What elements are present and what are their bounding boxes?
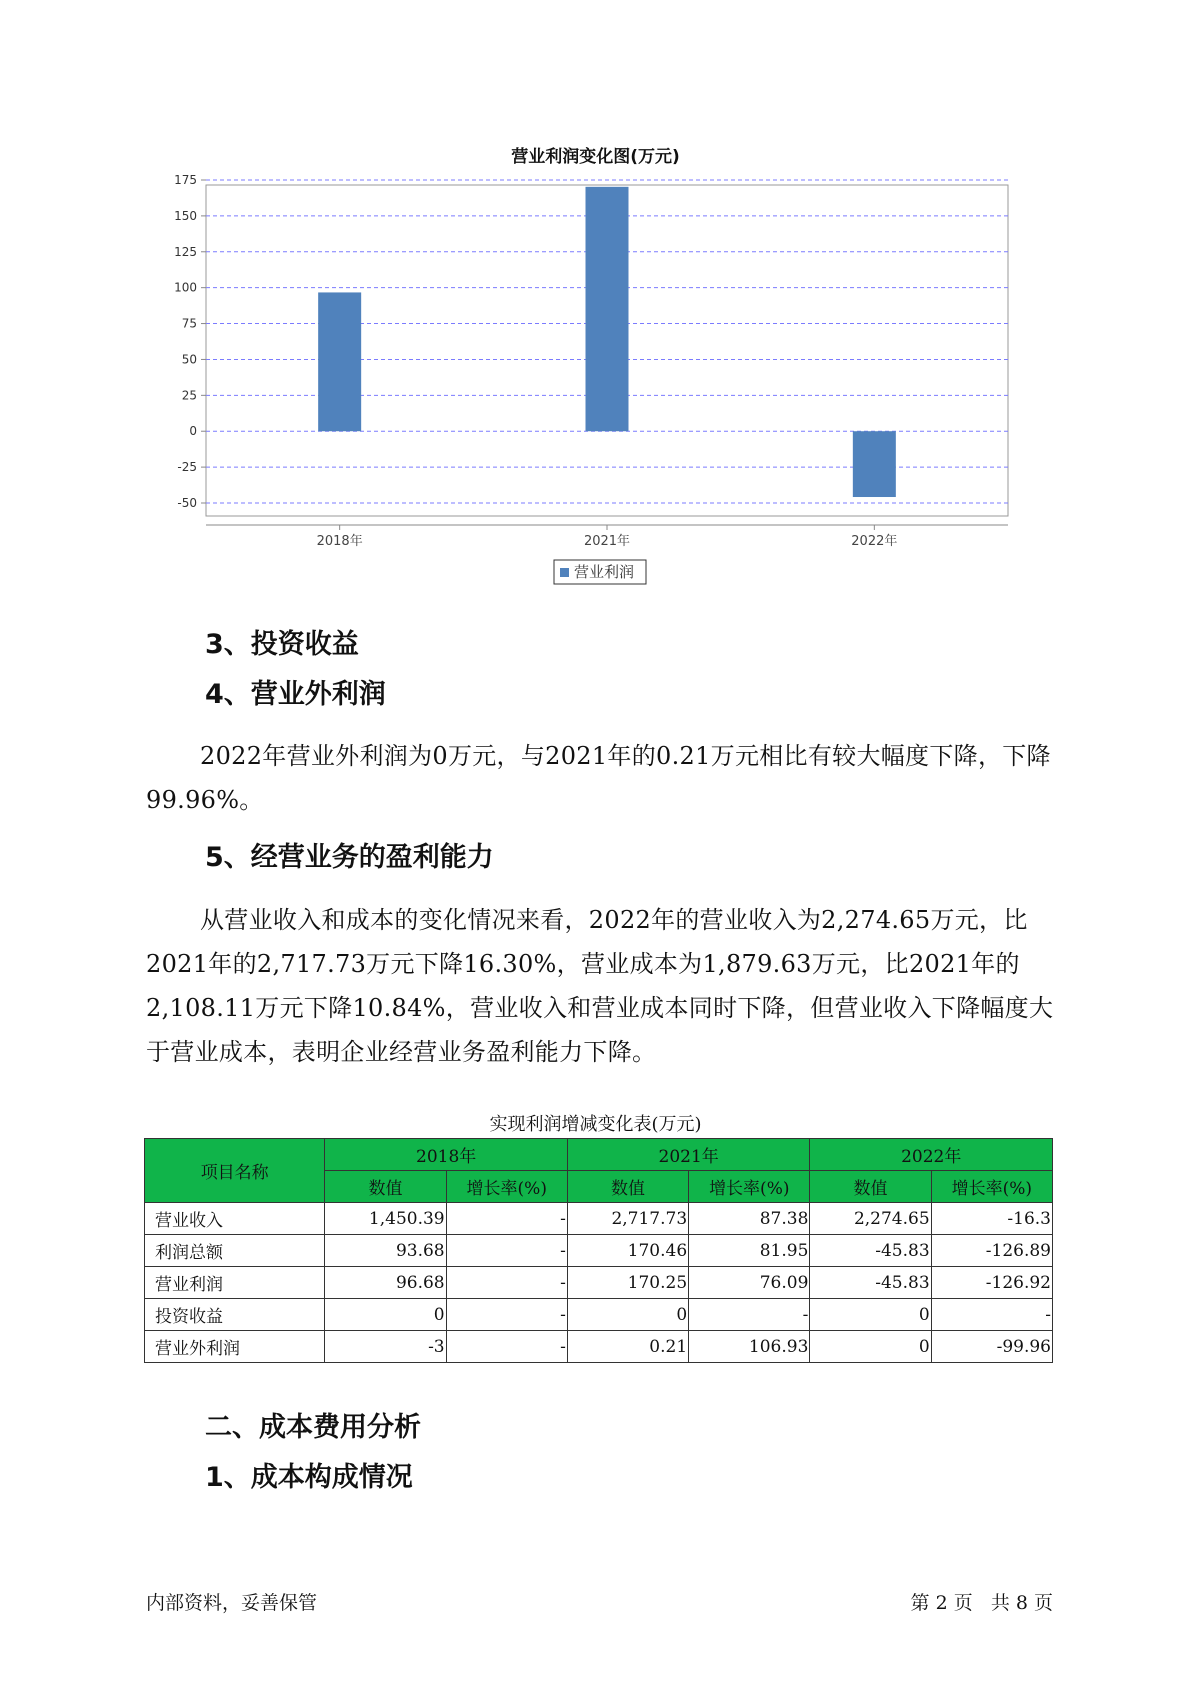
footer-confidential: 内部资料，妥善保管 <box>146 1592 318 1614</box>
legend-swatch <box>560 568 569 577</box>
section-heading-non-operating-profit: 4、营业外利润 <box>205 679 386 710</box>
value-header: 数值 <box>567 1171 688 1203</box>
paragraph-non-operating-profit: 2022年营业外利润为0万元，与2021年的0.21万元相比有较大幅度下降，下降99.96%。 <box>146 742 1051 814</box>
value-header: 数值 <box>325 1171 446 1203</box>
cell-value: 93.68 <box>325 1235 446 1267</box>
cell-value: 1,450.39 <box>325 1203 446 1235</box>
growth-rate-header: 增长率(%) <box>689 1171 810 1203</box>
year-header-2021: 2021年 <box>567 1139 810 1171</box>
cell-value: 170.25 <box>567 1267 688 1299</box>
row-name: 营业外利润 <box>145 1331 325 1363</box>
cell-value: 0 <box>567 1299 688 1331</box>
cell-value: 0 <box>810 1299 931 1331</box>
table-row <box>145 1203 1053 1235</box>
x-tick-label: 2021年 <box>583 534 631 549</box>
table-title: 实现利润增减变化表(万元) <box>489 1114 702 1135</box>
cell-growth: - <box>446 1299 567 1331</box>
section-heading-cost-analysis: 二、成本费用分析 <box>205 1412 421 1443</box>
y-tick-label: 0 <box>189 424 197 439</box>
cell-growth: -16.3 <box>931 1203 1052 1235</box>
bar <box>853 431 896 497</box>
cell-value: 0 <box>325 1299 446 1331</box>
x-tick-label: 2018年 <box>316 534 363 549</box>
year-header-2022: 2022年 <box>810 1139 1053 1171</box>
cell-value: 170.46 <box>567 1235 688 1267</box>
y-tick-label: 25 <box>181 388 197 403</box>
cell-value: -45.83 <box>810 1267 931 1299</box>
cell-growth: -126.89 <box>931 1235 1052 1267</box>
table-row <box>145 1299 1053 1331</box>
y-tick-label: 100 <box>174 280 197 295</box>
cell-value: -45.83 <box>810 1235 931 1267</box>
y-tick-label: 75 <box>181 316 197 331</box>
y-tick-label: 125 <box>174 244 197 259</box>
row-name: 利润总额 <box>145 1235 325 1267</box>
page-label: 第 2 页 <box>910 1592 973 1614</box>
chart-title: 营业利润变化图(万元) <box>511 147 680 167</box>
cell-growth: - <box>446 1331 567 1363</box>
cell-growth: 87.38 <box>689 1203 810 1235</box>
growth-rate-header: 增长率(%) <box>931 1171 1052 1203</box>
item-name-header: 项目名称 <box>145 1139 325 1203</box>
bar <box>318 292 361 431</box>
bar <box>586 187 629 431</box>
cell-value: 96.68 <box>325 1267 446 1299</box>
cell-growth: - <box>931 1299 1052 1331</box>
cell-growth: -99.96 <box>931 1331 1052 1363</box>
row-name: 投资收益 <box>145 1299 325 1331</box>
x-tick-label: 2022年 <box>851 534 898 549</box>
cell-growth: - <box>446 1267 567 1299</box>
y-tick-label: 150 <box>174 208 197 223</box>
y-tick-label: 175 <box>174 173 197 187</box>
row-name: 营业收入 <box>145 1203 325 1235</box>
section-heading-profitability: 5、经营业务的盈利能力 <box>205 842 494 873</box>
y-tick-label: -50 <box>177 496 197 510</box>
legend-label: 营业利润 <box>574 563 635 581</box>
cell-growth: - <box>446 1203 567 1235</box>
total-pages-label: 共 8 页 <box>990 1592 1053 1614</box>
table-row <box>145 1331 1053 1363</box>
table-row <box>145 1235 1053 1267</box>
cell-value: 2,274.65 <box>810 1203 931 1235</box>
cell-growth: - <box>446 1235 567 1267</box>
section-heading-investment-income: 3、投资收益 <box>205 629 359 660</box>
cell-growth: - <box>689 1299 810 1331</box>
cell-value: 2,717.73 <box>567 1203 688 1235</box>
cell-growth: 81.95 <box>689 1235 810 1267</box>
profit-change-table <box>144 1138 1053 1363</box>
operating-profit-chart <box>0 0 1191 600</box>
footer-page-number <box>911 1588 1053 1615</box>
growth-rate-header: 增长率(%) <box>446 1171 567 1203</box>
cell-growth: 76.09 <box>689 1267 810 1299</box>
cell-value: 0.21 <box>567 1331 688 1363</box>
year-header-2018: 2018年 <box>325 1139 568 1171</box>
row-name: 营业利润 <box>145 1267 325 1299</box>
table-header-row <box>145 1139 1053 1171</box>
cell-growth: -126.92 <box>931 1267 1052 1299</box>
cell-value: 0 <box>810 1331 931 1363</box>
y-tick-label: -25 <box>177 460 197 475</box>
y-tick-label: 50 <box>181 352 197 367</box>
value-header: 数值 <box>810 1171 931 1203</box>
section-heading-cost-composition: 1、成本构成情况 <box>205 1462 413 1493</box>
paragraph-profitability: 从营业收入和成本的变化情况来看，2022年的营业收入为2,274.65万元，比2021年的2,717.73万元下降16.30%，营业成本为1,879.63万元，比2021年的2,108.11万元下降10.84%，营业收入和营业成本同时下降，但营业收入下降幅度大于营业成本，表明企业经营业务盈利能力下降。 <box>146 906 1054 1066</box>
table-row <box>145 1267 1053 1299</box>
cell-growth: 106.93 <box>689 1331 810 1363</box>
cell-value: -3 <box>325 1331 446 1363</box>
